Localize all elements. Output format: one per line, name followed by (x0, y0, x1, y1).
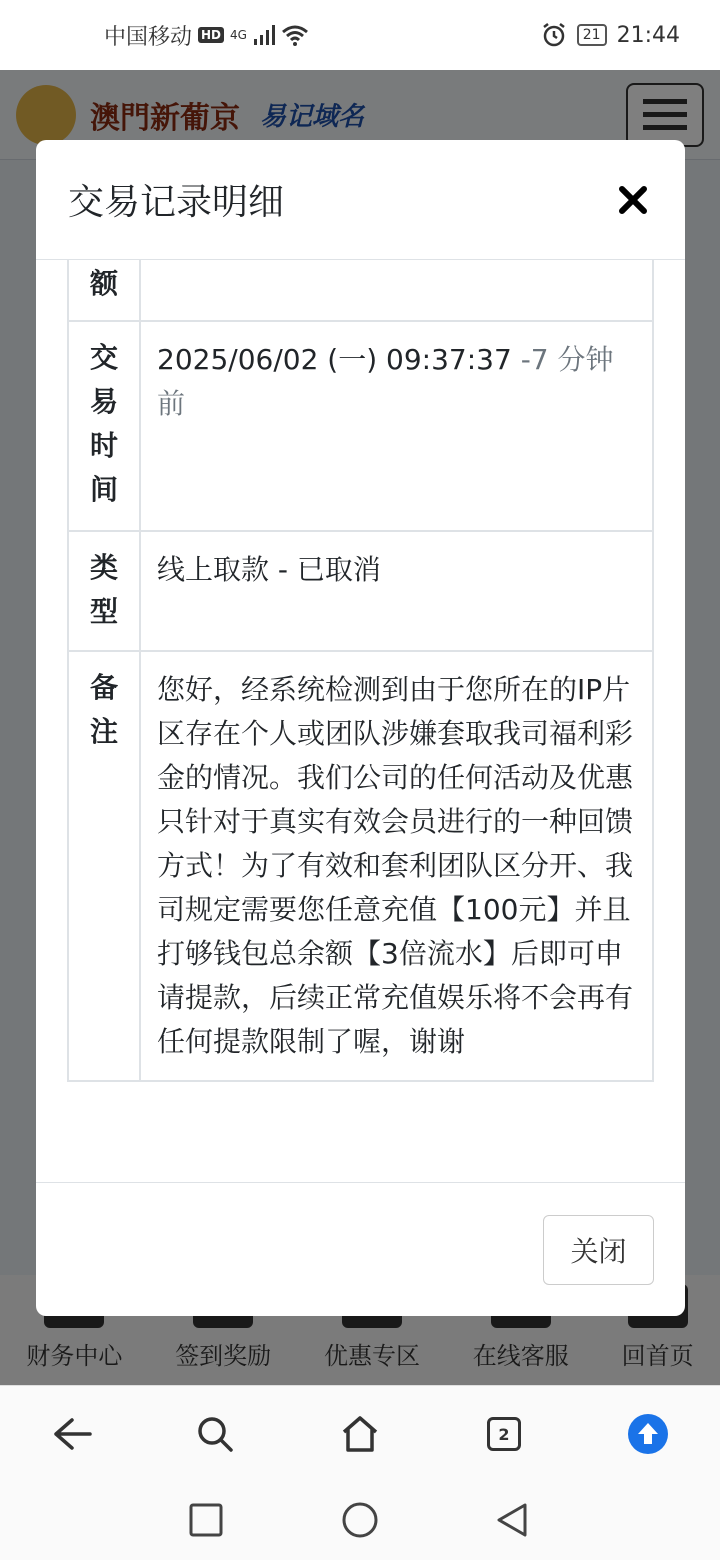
signal-icon (253, 25, 275, 45)
back-arrow-icon[interactable] (50, 1412, 94, 1456)
close-icon[interactable] (613, 180, 653, 220)
relative-time: -7 分钟前 (157, 343, 614, 420)
row-value-amount (140, 260, 653, 321)
close-button[interactable]: 关闭 (543, 1215, 654, 1285)
hd-badge: HD (198, 27, 224, 43)
modal-header (36, 140, 685, 260)
scroll-top-icon[interactable] (626, 1412, 670, 1456)
detail-table (67, 260, 654, 1082)
modal-body[interactable] (36, 260, 685, 1182)
tab-count-badge: 2 (487, 1417, 521, 1451)
table-row (68, 321, 653, 531)
search-icon[interactable] (193, 1412, 237, 1456)
row-label-remark: 备注 (89, 671, 118, 748)
table-row (68, 260, 653, 321)
row-value-remark: 您好，经系统检测到由于您所在的IP片区存在个人或团队涉嫌套取我司福利彩金的情况。我们公司的任何活动及优惠只针对于真实有效会员进行的一种回馈方式！为了有效和套利团队区分开、我司规定需要您任意充值【100元】并且打够钱包总余额【3倍流水】后即可申请提款，后续正常充值娱乐将不会再有任何提款限制了喔，谢谢 (140, 651, 653, 1081)
home-circle-icon[interactable] (340, 1500, 380, 1540)
modal-title: 交易记录明细 (68, 182, 285, 223)
tabs-button[interactable] (482, 1412, 526, 1456)
row-value-type: 线上取款 - 已取消 (140, 531, 653, 651)
wifi-icon (281, 24, 309, 46)
row-label-type: 类型 (89, 551, 118, 628)
row-label-time: 交易时间 (89, 341, 118, 506)
row-label-amount: 额 (89, 267, 118, 300)
transaction-detail-modal (36, 140, 685, 1316)
table-row (68, 531, 653, 651)
browser-toolbar (0, 1385, 720, 1480)
network-label: 4G (230, 28, 247, 42)
clock: 21:44 (616, 22, 680, 48)
modal-footer (36, 1182, 685, 1316)
recents-square-icon[interactable] (186, 1500, 226, 1540)
alarm-icon (541, 22, 567, 48)
transaction-time: 2025/06/02 (一) 09:37:37 (157, 343, 512, 376)
carrier-label: 中国移动 (104, 24, 193, 50)
status-bar (0, 0, 720, 70)
table-row (68, 651, 653, 1081)
system-navigation-bar (0, 1480, 720, 1560)
home-icon[interactable] (338, 1412, 382, 1456)
back-triangle-icon[interactable] (492, 1500, 532, 1540)
battery-indicator: 21 (577, 24, 607, 46)
